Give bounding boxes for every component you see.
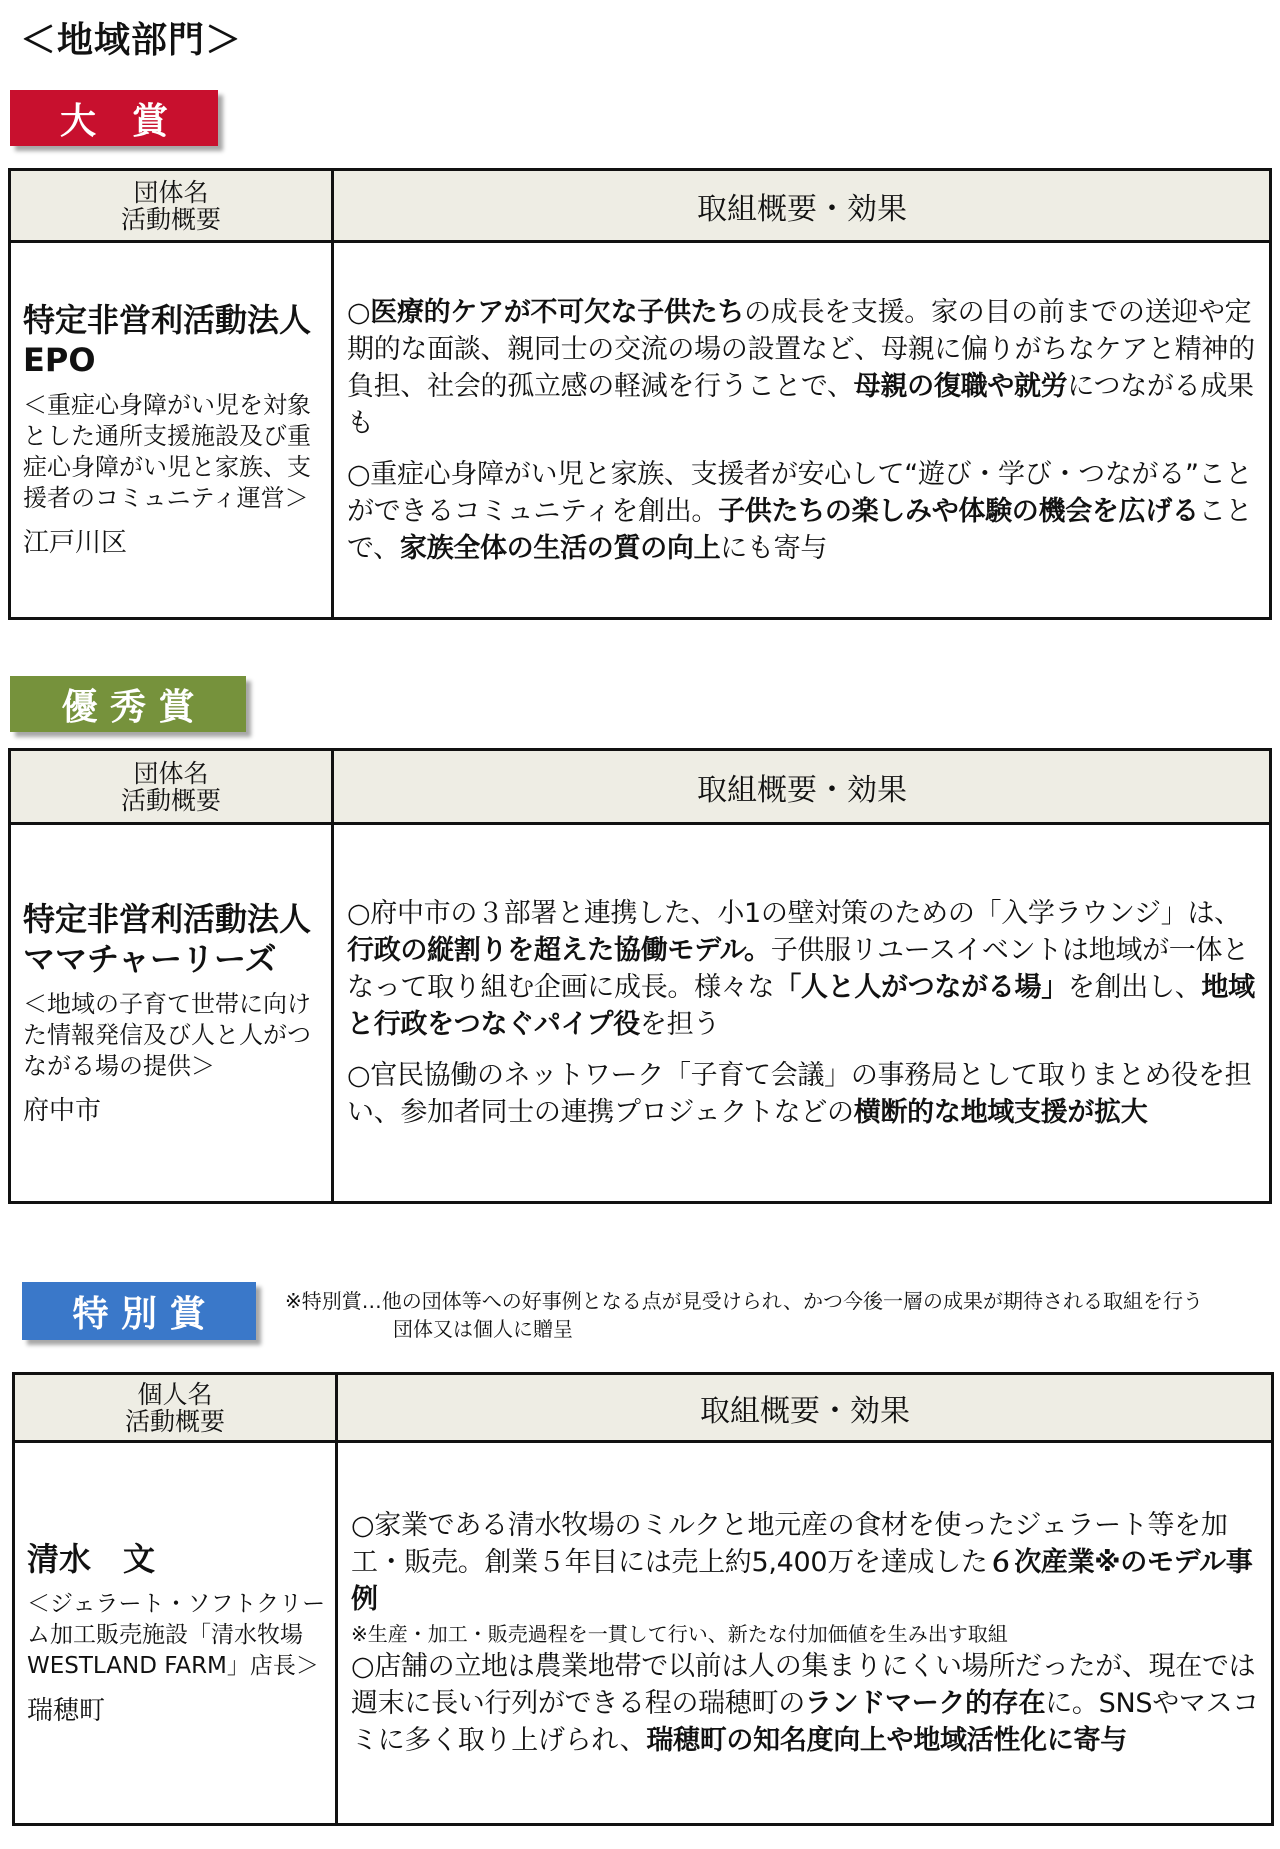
summary-paragraph-2 <box>347 456 1261 567</box>
body-text: の成長を支援。家の目の前までの送迎や定期的な面談、親同士の交流の場の設置など、母親に偏りがちなケアと精神的負担、社会的孤立感の軽減を行うことで、 <box>347 296 1255 402</box>
header-summary-label: 取組概要・効果 <box>697 772 907 808</box>
body-text: ○店舗の立地は農業地帯で以前は人の集まりにくい場所だったが、現在では週末に長い行列ができる程の瑞穂町の <box>351 1651 1256 1719</box>
emphasis-text: 横断的な地域支援が拡大 <box>853 1097 1148 1128</box>
excellence-award-badge-label: 優 秀 賞 <box>61 686 195 728</box>
page-title: ＜地域部門＞ <box>20 20 243 61</box>
org-name: 特定非営利活動法人 EPO <box>23 301 312 379</box>
org-cell <box>23 825 325 1201</box>
person-cell <box>27 1443 329 1823</box>
person-description: ＜ジェラート・ソフトクリーム加工販売施設「清水牧場WESTLAND FARM」店長＞ <box>27 1590 326 1679</box>
emphasis-text: 地域と行政をつなぐパイプ役 <box>347 972 1255 1040</box>
header-org-name-label: 団体名 <box>133 177 209 207</box>
summary-paragraph-2 <box>347 1057 1261 1131</box>
body-text: に。SNSやマスコミに多く取り上げられ、 <box>351 1688 1259 1756</box>
emphasis-text: 母親の復職や就労 <box>853 370 1068 402</box>
org-description: ＜重症心身障がい児を対象とした通所支援施設及び重症心身障がい児と家族、支援者のコミュニティ運営＞ <box>23 391 311 512</box>
person-name: 清水 文 <box>27 1539 156 1578</box>
grand-prize-table <box>8 168 1272 620</box>
summary-paragraph-1 <box>347 294 1261 442</box>
header-person-name-label: 個人名 <box>137 1379 213 1409</box>
header-summary-label: 取組概要・効果 <box>700 1393 910 1429</box>
org-description: ＜地域の子育て世帯に向けた情報発信及び人と人がつながる場の提供＞ <box>23 989 311 1080</box>
org-cell <box>23 243 325 617</box>
summary-paragraph-1 <box>347 895 1261 1043</box>
summary-cell <box>351 1443 1263 1823</box>
emphasis-text: 子供たちの楽しみや体験の機会を広げる <box>718 495 1199 527</box>
summary-cell <box>347 825 1261 1201</box>
emphasis-text: 行政の縦割りを超えた協働モデル。 <box>347 935 771 966</box>
grand-prize-badge <box>10 90 218 146</box>
special-award-table <box>12 1372 1274 1826</box>
table-header <box>11 171 1269 243</box>
body-text: 子供服リユースイベントは地域が一体となって取り組む企画に成長。様々な <box>347 935 1249 1003</box>
summary-cell <box>347 243 1261 617</box>
special-award-note: ※特別賞…他の団体等への好事例となる点が見受けられ、かつ今後一層の成果が期待される取組を行う 団体又は個人に贈呈 <box>285 1289 1203 1341</box>
header-activity-label: 活動概要 <box>124 1406 225 1436</box>
summary-paragraph-2 <box>351 1648 1263 1759</box>
header-activity-label: 活動概要 <box>120 785 221 815</box>
person-location: 瑞穂町 <box>27 1695 106 1726</box>
grand-prize-badge-label: 大 賞 <box>59 100 168 142</box>
special-award-badge <box>22 1282 256 1340</box>
emphasis-text: 「人と人がつながる場」 <box>774 972 1068 1003</box>
body-text: ○府中市の３部署と連携した、小1の壁対策のための「入学ラウンジ」は、 <box>347 898 1241 929</box>
header-summary-label: 取組概要・効果 <box>697 191 907 227</box>
org-location: 江戸川区 <box>23 528 128 558</box>
body-text: にも寄与 <box>720 532 828 564</box>
body-text: ○家業である清水牧場のミルクと地元産の食材を使ったジェラート等を加工・販売。創業５年目には売上約5,400万を達成した <box>351 1510 1228 1578</box>
body-text: につながる成果も <box>347 370 1254 439</box>
summary-footnote: ※生産・加工・販売過程を一貫して行い、新たな付加価値を生み出す取組 <box>351 1622 1008 1646</box>
excellence-award-table <box>8 748 1272 1204</box>
emphasis-text: ６次産業※のモデル事例 <box>351 1547 1253 1615</box>
emphasis-text: 家族全体の生活の質の向上 <box>399 532 721 564</box>
emphasis-text: 瑞穂町の知名度向上や地域活性化に寄与 <box>646 1725 1127 1756</box>
header-org-name-label: 団体名 <box>133 758 209 788</box>
excellence-award-badge <box>10 676 246 732</box>
emphasis-text: ランドマーク的存在 <box>804 1688 1046 1719</box>
table-header <box>15 1375 1271 1443</box>
table-header <box>11 751 1269 825</box>
body-text: を担う <box>639 1009 720 1040</box>
body-text: ○重症心身障がい児と家族、支援者が安心して“遊び・学び・つながる”ことができるコミュニティを創出。 <box>347 458 1253 527</box>
emphasis-text: 医療的ケアが不可欠な子供たち <box>370 296 745 328</box>
special-award-badge-label: 特 別 賞 <box>72 1293 206 1335</box>
org-name: 特定非営利活動法人 ママチャーリーズ <box>23 899 312 978</box>
header-activity-label: 活動概要 <box>120 204 221 234</box>
body-text: ○官民協働のネットワーク「子育て会議」の事務局として取りまとめ役を担い、参加者同士の連携プロジェクトなどの <box>347 1060 1252 1128</box>
summary-paragraph-1 <box>351 1507 1263 1618</box>
body-text: ことで、 <box>347 495 1253 564</box>
org-location: 府中市 <box>23 1095 102 1126</box>
body-text: を創出し、 <box>1067 972 1202 1003</box>
body-text: ○ <box>347 296 371 328</box>
